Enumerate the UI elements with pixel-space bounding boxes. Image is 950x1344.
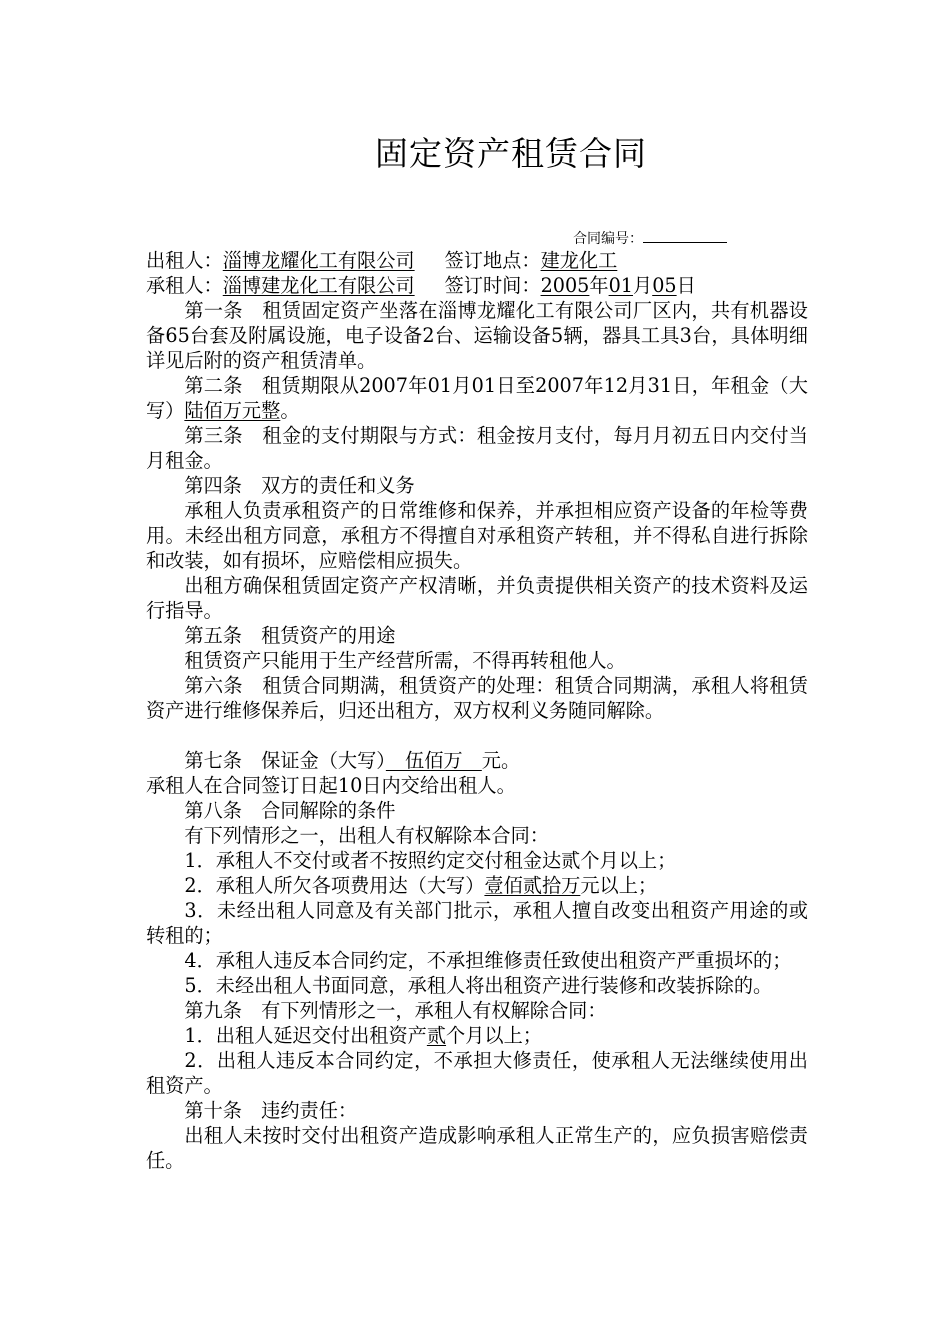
article-5-title: 第五条 租赁资产的用途 [184,624,396,647]
date-year-unit: 年 [589,274,609,297]
article-8-item-1: 1．承租人不交付或者不按照约定交付租金达贰个月以上； [184,849,677,872]
article-8-item-5: 5．未经出租人书面同意，承租人将出租资产进行装修和改装拆除的。 [184,974,773,997]
article-10-title: 第十条 违约责任： [184,1099,358,1122]
place-value: 建龙化工 [540,249,618,272]
date-month: 01 [608,274,634,297]
article-8-item-2-end: 元以上； [580,874,658,897]
article-9-item-1-amount: 贰 [426,1024,447,1047]
lessee-value: 淄博建龙化工有限公司 [222,274,415,297]
lessee-line [146,273,808,298]
place-label: 签订地点： [444,249,541,272]
article-2 [146,373,808,423]
article-7 [146,748,808,773]
article-8-item-2 [146,873,808,898]
article-8-title: 第八条 合同解除的条件 [184,799,396,822]
article-9-item-1-text: 1．出租人延迟交付出租资产 [184,1024,427,1047]
article-7-text: 第七条 保证金（大写） [184,749,386,772]
lessor-label: 出租人： [146,249,223,272]
article-6: 第六条 租赁合同期满，租赁资产的处理：租赁合同期满，承租人将租赁资产进行维修保养后，归还出租方，双方权利义务随同解除。 [146,674,808,722]
article-7-deposit-amount: 伍佰万 [385,749,482,772]
contract-title: 固定资产租赁合同 [375,134,647,173]
article-7-paragraph-2: 承租人在合同签订日起10日内交给出租人。 [146,774,516,797]
date-label: 签订时间： [444,274,541,297]
article-8-item-4: 4．承租人违反本合同约定，不承担维修责任致使出租资产严重损坏的； [184,949,792,972]
lessor-line [146,248,808,273]
date-month-unit: 月 [633,274,653,297]
article-1: 第一条 租赁固定资产坐落在淄博龙耀化工有限公司厂区内，共有机器设备65台套及附属设施，电子设备2台、运输设备5辆，器具工具3台，具体明细详见后附的资产租赁清单。 [146,299,808,372]
lessor-value: 淄博龙耀化工有限公司 [222,249,415,272]
article-8-item-3: 3．未经出租人同意及有关部门批示，承租人擅自改变出租资产用途的或转租的； [146,899,808,947]
lessee-label: 承租人： [146,274,223,297]
contract-body [146,248,808,1173]
article-3: 第三条 租金的支付期限与方式：租金按月支付，每月月初五日内交付当月租金。 [146,424,808,472]
article-9-item-1-end: 个月以上； [446,1024,542,1047]
contract-number-blank [643,228,727,243]
article-10-paragraph-1: 出租人未按时交付出租资产造成影响承租人正常生产的，应负损害赔偿责任。 [146,1124,808,1172]
article-4-title: 第四条 双方的责任和义务 [184,474,415,497]
article-4-paragraph-1: 承租人负责承租资产的日常维修和保养，并承担相应资产设备的年检等费用。未经出租方同意，承租方不得擅自对承租资产转租，并不得私自进行拆除和改装，如有损坏，应赔偿相应损失。 [146,499,808,572]
article-2-end: 。 [280,399,300,422]
article-8-item-2-amount: 壹佰贰拾万 [484,874,581,897]
contract-number-label: 合同编号： [573,231,643,247]
contract-number [573,228,727,248]
blank-line [146,723,808,748]
date-day: 05 [652,274,677,297]
article-2-text: 第二条 租赁期限从2007年01月01日至2007年12月31日，年租金（大写） [146,374,808,422]
article-7-end: 元。 [481,749,521,772]
article-4-paragraph-2: 出租方确保租赁固定资产产权清晰，并负责提供相关资产的技术资料及运行指导。 [146,574,808,622]
article-9-title: 第九条 有下列情形之一，承租人有权解除合同： [184,999,607,1022]
article-2-rent-amount: 陆佰万元整 [184,399,281,422]
article-8-intro: 有下列情形之一，出租人有权解除本合同： [184,824,549,847]
article-9-item-2: 2．出租人违反本合同约定，不承担大修责任，使承租人无法继续使用出租资产。 [146,1049,808,1097]
article-9-item-1 [146,1023,808,1048]
article-8-item-2-text: 2．承租人所欠各项费用达（大写） [184,874,485,897]
date-year: 2005 [540,274,590,297]
date-day-unit: 日 [676,274,696,297]
article-5-paragraph-1: 租赁资产只能用于生产经营所需，不得再转租他人。 [184,649,626,672]
